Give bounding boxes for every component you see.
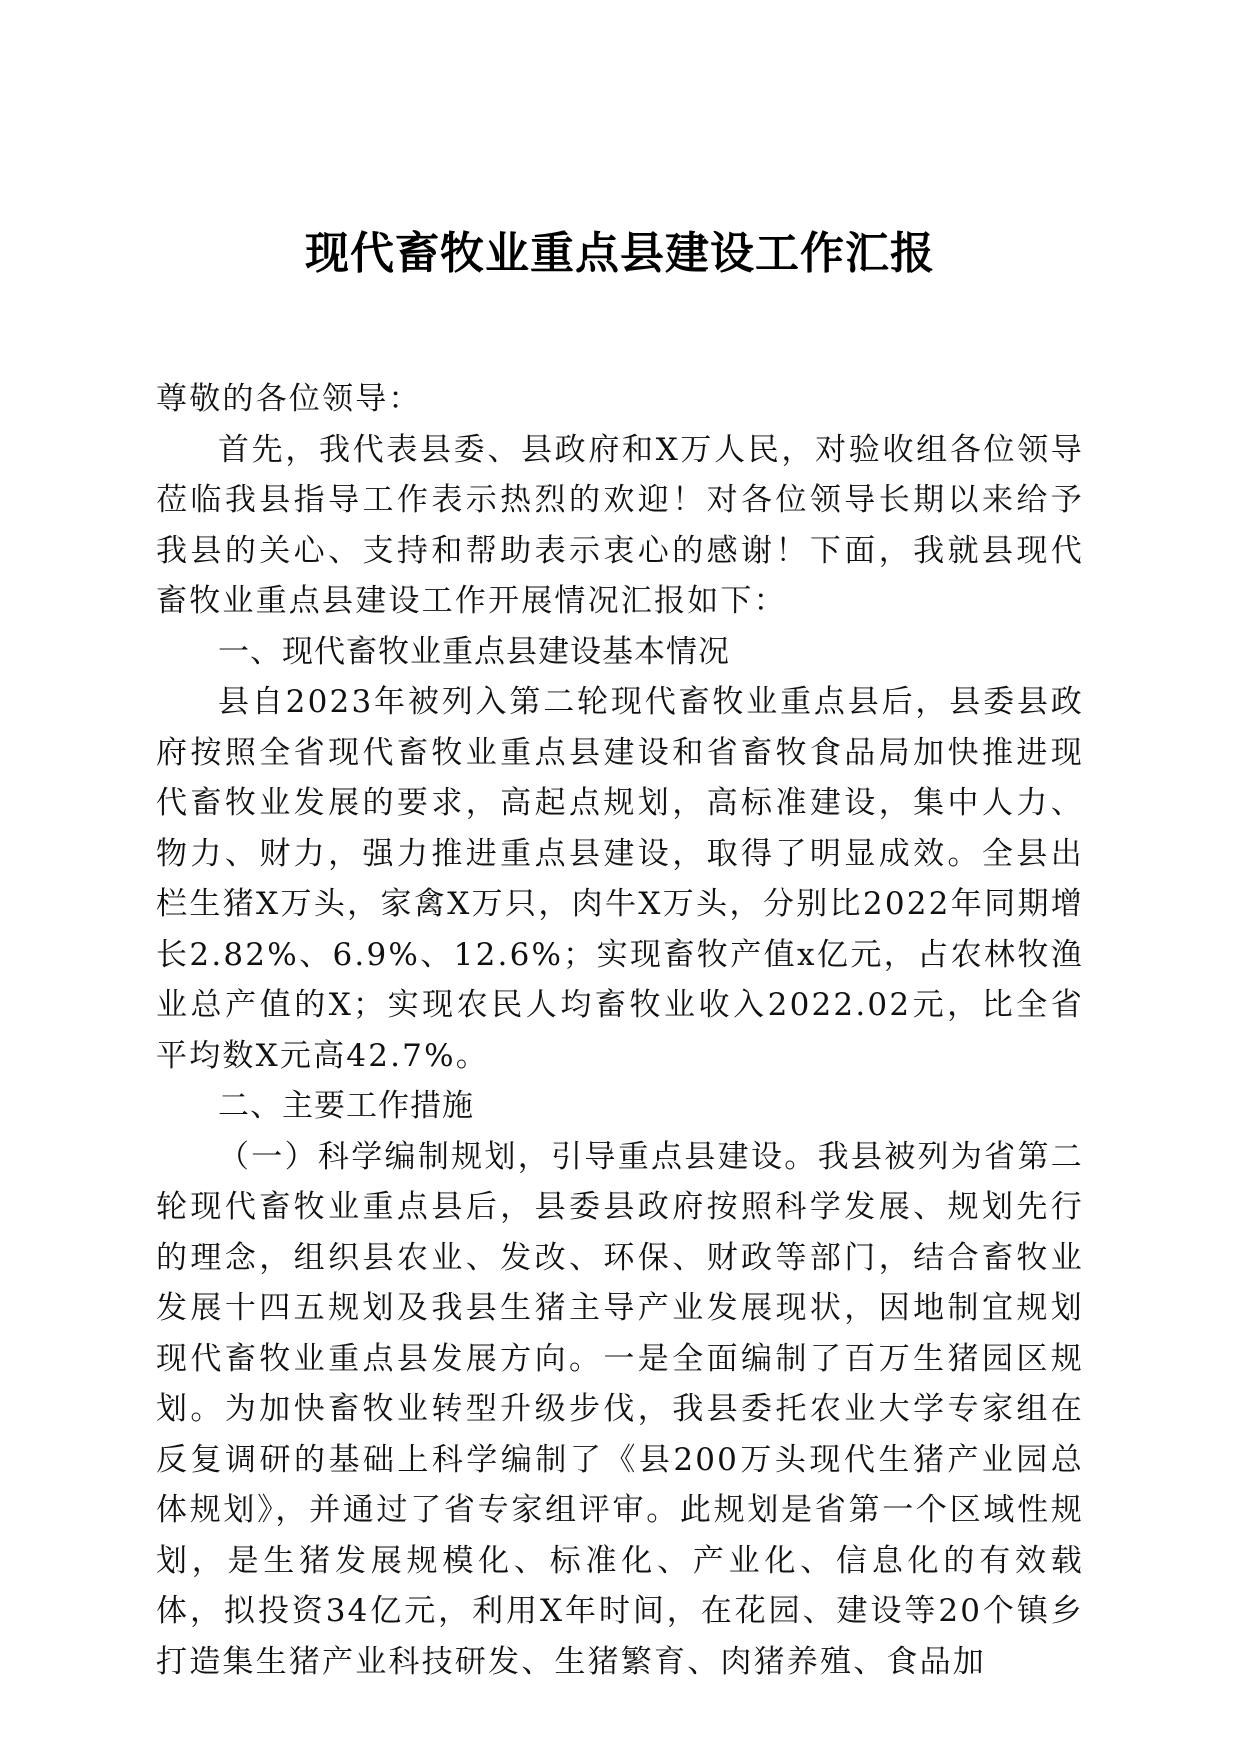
- section-1-paragraph: 县自2023年被列入第二轮现代畜牧业重点县后，县委县政府按照全省现代畜牧业重点县建设和省畜牧食品局加快推进现代畜牧业发展的要求，高起点规划，高标准建设，集中人力、物力、财力，强力推进重点县建设，取得了明显成效。全县出栏生猪X万头，家禽X万只，肉牛X万头，分别比2022年同期增长2.82%、6.9%、12.6%；实现畜牧产值x亿元，占农林牧渔业总产值的X；实现农民人均畜牧业收入2022.02元，比全省平均数X元高42.7%。: [156, 684, 1084, 1074]
- intro-paragraph: 首先，我代表县委、县政府和X万人民，对验收组各位领导莅临我县指导工作表示热烈的欢迎！对各位领导长期以来给予我县的关心、支持和帮助表示衷心的感谢！下面，我就县现代畜牧业重点县建设工作开展情况汇报如下：: [156, 431, 1084, 619]
- document-title: 现代畜牧业重点县建设工作汇报: [305, 228, 935, 279]
- section-heading-2: 二、主要工作措施: [218, 1088, 474, 1124]
- section-heading-1: 一、现代畜牧业重点县建设基本情况: [218, 633, 730, 670]
- salutation: 尊敬的各位领导：: [156, 381, 422, 417]
- section-2-paragraph: （一）科学编制规划，引导重点县建设。我县被列为省第二轮现代畜牧业重点县后，县委县政府按照科学发展、规划先行的理念，组织县农业、发改、环保、财政等部门，结合畜牧业发展十四五规划及我县生猪主导产业发展现状，因地制宜规划现代畜牧业重点县发展方向。一是全面编制了百万生猪园区规划。为加快畜牧业转型升级步伐，我县委托农业大学专家组在反复调研的基础上科学编制了《县200万头现代生猪产业园总体规划》，并通过了省专家组评审。此规划是省第一个区域性规划，是生猪发展规模化、标准化、产业化、信息化的有效载体，拟投资34亿元，利用X年时间，在花园、建设等20个镇乡打造集生猪产业科技研发、生猪繁育、肉猪养殖、食品加: [156, 1138, 1084, 1680]
- document-body: [156, 374, 1084, 1687]
